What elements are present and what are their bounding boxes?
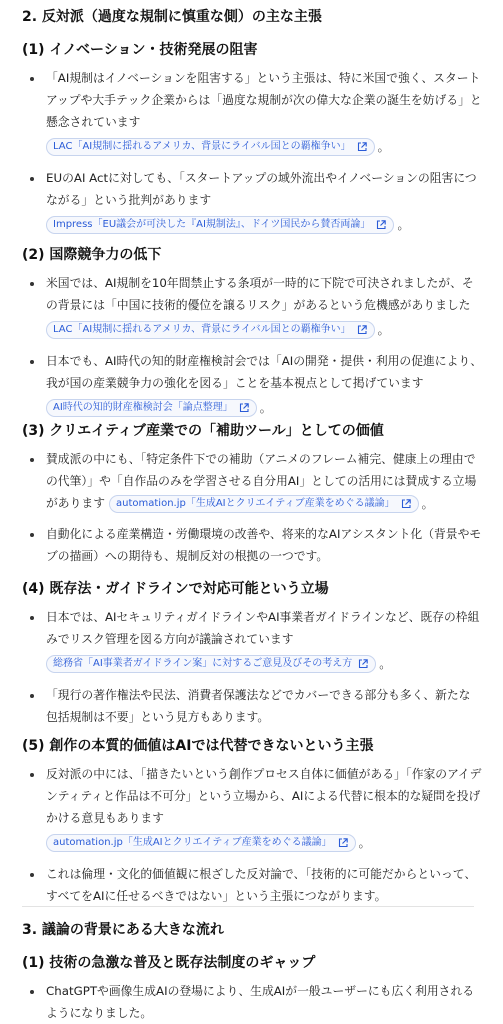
citation-link[interactable] <box>46 138 375 156</box>
bullet-list <box>22 606 482 728</box>
punctuation: 。 <box>397 217 410 232</box>
bullet-list <box>22 448 482 567</box>
citation-label: AI時代の知的財産権検討会「論点整理」 <box>53 401 233 413</box>
citation-label: LAC「AI規制に揺れるアメリカ、背景にライバル国との覇権争い」 <box>53 323 351 335</box>
subsection-heading: (1) イノベーション・技術発展の阻害 <box>22 42 258 58</box>
citation-link[interactable] <box>109 495 419 513</box>
bullet-list <box>22 980 482 1024</box>
bullet-text: 米国では、AI規制を10年間禁止する条項が一時的に下院で可決されましたが、その背景には「中国に技術的優位を譲るリスク」があるという危機感がありました <box>46 276 474 312</box>
external-link-icon <box>401 499 411 509</box>
citation-link[interactable] <box>46 399 257 417</box>
citation-label: Impress「EU議会が可決した『AI規制法』、ドイツ国民から賛否両論」 <box>53 218 371 230</box>
list-item <box>22 684 482 728</box>
bullet-text: 反対派の中には、「描きたいという創作プロセス自体に価値がある」「作家のアイデンティティと作品は不可分」という立場から、AIによる代替に根本的な疑問を投げかける意見もあります <box>46 767 482 825</box>
section-divider <box>22 906 474 907</box>
list-item <box>22 863 482 907</box>
bullet-text: EUのAI Actに対しても、「スタートアップの域外流出やイノベーションの阻害につながる」という批判があります <box>46 171 477 207</box>
list-item <box>22 763 482 855</box>
subsection-heading: (4) 既存法・ガイドラインで対応可能という立場 <box>22 581 329 597</box>
citation-link[interactable] <box>46 321 375 339</box>
bullet-text: 「現行の著作権法や民法、消費者保護法などでカバーできる部分も多く、新たな包括規制は不要」という見方もあります。 <box>46 688 471 724</box>
external-link-icon <box>357 325 367 335</box>
list-item <box>22 67 482 159</box>
subsection-heading: (3) クリエイティブ産業での「補助ツール」としての価値 <box>22 423 384 439</box>
list-item <box>22 606 482 676</box>
list-item <box>22 272 482 342</box>
list-item <box>22 167 482 237</box>
external-link-icon <box>338 838 348 848</box>
external-link-icon <box>357 142 367 152</box>
list-item <box>22 523 482 567</box>
list-item <box>22 980 482 1024</box>
bullet-text: 「AI規制はイノベーションを阻害する」という主張は、特に米国で強く、スタートアップや大手テック企業からは「過度な規制が次の偉大な企業の誕生を妨げる」と懸念されています <box>46 71 482 129</box>
punctuation: 。 <box>421 496 434 511</box>
subsection-heading: (5) 創作の本質的価値はAIでは代替できないという主張 <box>22 738 374 754</box>
section-heading: 3. 議論の背景にある大きな流れ <box>22 922 224 938</box>
bullet-text: 日本でも、AI時代の知的財産権検討会では「AIの開発・提供・利用の促進により、我が国の産業競争力の強化を図る」ことを基本視点として掲げています <box>46 354 482 390</box>
external-link-icon <box>376 220 386 230</box>
punctuation: 。 <box>358 835 371 850</box>
citation-label: 総務省「AI事業者ガイドライン案」に対するご意見及びその考え方 <box>53 657 353 669</box>
citation-link[interactable] <box>46 216 394 234</box>
subsection-heading: (2) 国際競争力の低下 <box>22 247 162 263</box>
list-item <box>22 448 482 515</box>
section-heading: 2. 反対派（過度な規制に慎重な側）の主な主張 <box>22 9 322 25</box>
external-link-icon <box>358 659 368 669</box>
bullet-list <box>22 67 482 237</box>
punctuation: 。 <box>377 139 390 154</box>
citation-label: automation.jp「生成AIとクリエイティブ産業をめぐる議論」 <box>53 836 332 848</box>
bullet-text: ChatGPTや画像生成AIの登場により、生成AIが一般ユーザーにも広く利用されるようになりました。 <box>46 984 475 1020</box>
external-link-icon <box>239 403 249 413</box>
citation-label: automation.jp「生成AIとクリエイティブ産業をめぐる議論」 <box>116 497 395 509</box>
bullet-list <box>22 272 482 420</box>
punctuation: 。 <box>259 400 272 415</box>
bullet-text: これは倫理・文化的価値観に根ざした反対論で、「技術的に可能だからといって、すべてをAIに任せるべきではない」という主張につながります。 <box>46 867 477 903</box>
punctuation: 。 <box>377 322 390 337</box>
bullet-list <box>22 763 482 907</box>
citation-link[interactable] <box>46 655 376 673</box>
bullet-text: 日本では、AIセキュリティガイドラインやAI事業者ガイドラインなど、既存の枠組みでリスク管理を図る方向が議論されています <box>46 610 480 646</box>
subsection-heading: (1) 技術の急激な普及と既存法制度のギャップ <box>22 955 316 971</box>
citation-link[interactable] <box>46 834 356 852</box>
citation-label: LAC「AI規制に揺れるアメリカ、背景にライバル国との覇権争い」 <box>53 140 351 152</box>
bullet-text: 賛成派の中にも、「特定条件下での補助（アニメのフレーム補完、健康上の理由での代筆）」や「自作品のみを学習させる自分用AI」としての活用には賛成する立場があります <box>46 452 477 510</box>
list-item <box>22 350 482 420</box>
bullet-text: 自動化による産業構造・労働環境の改善や、将来的なAIアシスタント化（背景やモブの描画）への期待も、規制反対の根拠の一つです。 <box>46 526 482 563</box>
punctuation: 。 <box>379 656 392 671</box>
